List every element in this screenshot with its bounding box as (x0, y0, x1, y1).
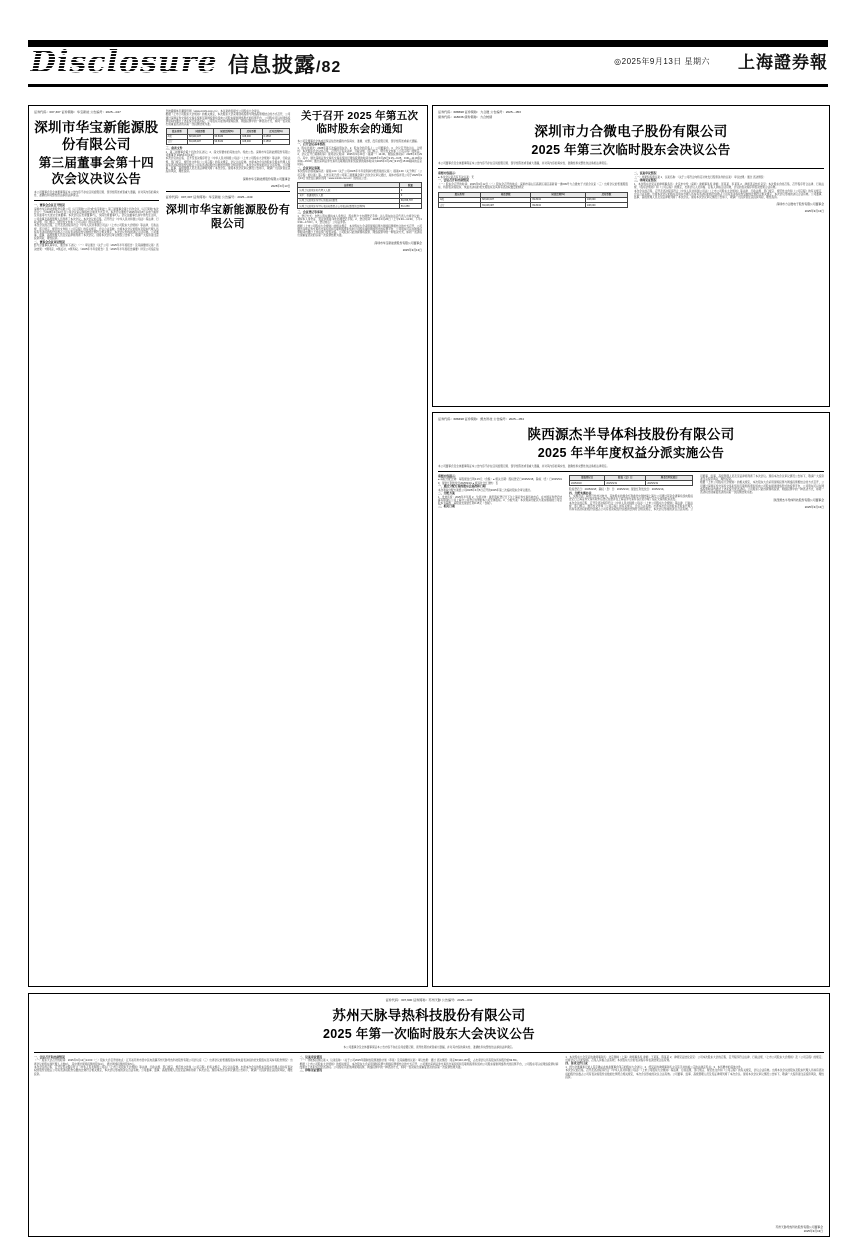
col-header: 反对票数 (585, 192, 627, 197)
attendance-table (297, 182, 422, 209)
section-body: （一）股东会召开的时间：2025年9月12日（二）股东会召开的地点：深圳市南山区高新区南区高新南一道009号力合微电子大厦会议室（三）出席会议的普通股股东、特别表决权股东、恢复表决权的优先股股东及其持有表决权数量的情况 (438, 182, 628, 190)
cell: 出席会议的股东所持有表决权数量占公司表决权数量的比例(%) (298, 203, 400, 208)
section-heading: 重要内容提示： (438, 171, 458, 176)
section-heading: 三、律师见证情况 (634, 178, 657, 183)
code-b: 债券代码：118036 债券简称：力合转债 (438, 114, 493, 119)
col-header: 同意票数 (188, 129, 213, 134)
cell: 69,048,487 (188, 139, 213, 144)
cell: 69,048,487 (481, 202, 531, 207)
col-header: 反对票数 (241, 129, 262, 134)
cell: 2025/9/18 (570, 481, 605, 486)
filler-paragraph: 根据《上市公司股东大会规则》的相关规定，本次股东大会采用现场投票与网络投票相结合的方式召开，公司通过深圳证券交易所交易系统和互联网投票系统向公司股东提供网络形式的投票平台，公司股东可以在网络投票时间内通过上述系统行使表决权。公司股东只能选择现场投票、网络投票中的一种表决方式，如同一表决权出现重复表决的以第一次投票结果为准。 (165, 113, 291, 127)
section-body: 股权登记日：2025/9/18；除权（息）日：2025/9/19；现金红利发放日：2025/9/19。 (569, 488, 666, 492)
section-heading: 二、董事会会议审议情况 (34, 239, 65, 244)
masthead-rule-bottom (28, 84, 828, 87)
article-footer (775, 1225, 823, 1233)
cell: A股 (166, 134, 187, 139)
cell: 99.8432 (531, 202, 586, 207)
article-date: 2025年9月13日 (803, 1229, 823, 1233)
col-header: 同意比例(%) (213, 129, 241, 134)
divider (166, 191, 291, 192)
cell: 出席会议的股东所持有的表决权数量 (298, 198, 400, 203)
cell: 出席会议的股东和代理人人数 (298, 188, 400, 193)
cell: A股 (439, 197, 481, 202)
article-block-liwei (432, 105, 830, 407)
col-header: 股东类型 (166, 129, 187, 134)
article-date: 2025年9月13日 (271, 183, 291, 188)
col-header: 出席项目 (298, 183, 400, 188)
section-body: 1、登记方式：自然人股东须持本人身份证、股东账户卡办理登记手续；法人股东由法定代表人出席会议的，须持本人身份证、营业执照复印件办理登记手续。2、登记时间：2025年9月26日（上午9:30—11:30，下午13:30—17:00）。3、登记地点：公司证券部。 (297, 214, 422, 225)
article-subtitle-5: 2025 年第一次临时股东大会决议公告 (323, 1026, 535, 1041)
cell: 69,156,787 (399, 198, 421, 203)
col-header: 同意票数 (481, 192, 531, 197)
col-header: 除权（息）日 (605, 475, 646, 480)
section-heading: 一、会议召开和出席情况 (34, 1054, 65, 1059)
cell: 9 (399, 188, 421, 193)
section-heading: 三、备查文件 (165, 146, 183, 151)
article-block-yuanjie (432, 412, 830, 987)
section-body: 1、第三届董事会第十四次会议决议；2、深交所要求的其他文件。特此公告。深圳市华宝新能源股份有限公司董事会 2025年9月13日 (165, 150, 291, 157)
filler-paragraph: 本次会议的召集、召开及表决程序符合《中华人民共和国公司法》《上市公司股东大会规则》等法律、行政法规、部门规章、规范性文件和《公司章程》的有关规定，会议合法有效。出席本次会议的股东及股东代理人所持有表决权的股份总数占公司有表决权股份总数的比例符合相关规定，本次会议形成的决议合法有效。公司董事、监事、高级管理人员及见证律师列席了本次会议。现将本次会议审议情况公告如下，敬请广大投资者注意投资风险，理性投资。 (569, 474, 824, 512)
cell: 99.8432 (213, 134, 241, 139)
section-body: 1、本次股东大会见证的律师事务所：北京国枫（上海）律师事务所 律师：王某某、陈某某 2、律师见证结论意见：公司本次股东大会的召集、召开程序符合法律、行政法规、《上市公司股东大会规则》及《公司章程》的规定；出席会议人员的资格、召集人资格合法有效；本次股东大会的表决程序和表决结果合法有效。 (565, 1055, 824, 1063)
cell: 99.8432 (213, 139, 241, 144)
article-notice-4: 本公司董事会及全体董事保证本公告内容不存在任何虚假记载、误导性陈述或者重大遗漏，并对其内容的真实性、准确性和完整性依法承担法律责任。 (438, 464, 610, 468)
article-signature: 苏州天脉导热科技股份有限公司董事会 (775, 1225, 823, 1229)
cell: 68,940,187 (188, 134, 213, 139)
page-title (228, 49, 341, 79)
article-subtitle-1: 第三届董事会第十四次会议决议公告 (38, 155, 154, 186)
article-subtitle-3: 2025 年第三次临时股东会决议公告 (531, 143, 731, 158)
page-title-text: 信息披露 (228, 54, 316, 77)
section-heading: 三、会议登记等事项 (297, 210, 323, 215)
masthead-logo: Disclosure (30, 45, 218, 80)
article-date: 2025年9月13日 (804, 504, 824, 509)
filler-paragraph: 本次会议的召集、召开及表决程序符合《中华人民共和国公司法》《上市公司股东大会规则》等法律、行政法规、部门规章、规范性文件和《公司章程》的有关规定，会议合法有效。出席本次会议的股东及股东代理人所持有表决权的股份总数占公司有表决权股份总数的比例符合相关规定，本次会议形成的决议合法有效。公司董事、监事、高级管理人员及见证律师列席了本次会议。现将本次会议审议情况公告如下，敬请广大投资者注意投资风险，理性投资。 (34, 224, 159, 241)
cell: 108,000 (241, 139, 262, 144)
cell: 108,000 (241, 134, 262, 139)
section-body: 深圳市华宝新能源股份有限公司（以下简称"公司"或"华宝新能"）第三届董事会第十四次会议（以下简称"本次会议"）于2025年9月12日在公司会议室以现场结合通讯方式召开。本次会议通知于2025年9月8日以电子邮件及书面等方式送达全体董事。本次会议应出席董事7人，实际出席董事7人。会议由董事长孙中伟先生主持，公司监事及高级管理人员列席了本次会议。本次会议的召集、召开符合《中华人民共和国公司法》等法律、行政法规、部门规章、规范性文件和《公司章程》的有关规定。 (34, 207, 159, 224)
article-title-2: 深圳市华宝新能源股份有限公司 (165, 204, 291, 231)
cell: 108,000 (585, 197, 627, 202)
table-row (298, 203, 422, 208)
filler-paragraph: 本次会议的召集、召开及表决程序符合《中华人民共和国公司法》《上市公司股东大会规则》等法律、行政法规、部门规章、规范性文件和《公司章程》的有关规定，会议合法有效。出席本次会议的股东及股东代理人所持有表决权的股份总数占公司有表决权股份总数的比例符合相关规定，本次会议形成的决议合法有效。公司董事、监事、高级管理人员及见证律师列席了本次会议。现将本次会议审议情况公告如下，敬请广大投资者注意投资风险，理性投资。 (34, 1066, 293, 1076)
section-body: ● 每股分配比例：每股现金红利0.15元（含税）● 相关日期：股权登记日2025/9/18，除权（息）日2025/9/19，现金红利发放日2025/9/19 ● 差异化分红送转：否 (438, 478, 562, 485)
filler-paragraph: 根据《上市公司股东大会规则》的相关规定，本次股东大会采用现场投票与网络投票相结合的方式召开，公司通过深圳证券交易所交易系统和互联网投票系统向公司股东提供网络形式的投票平台，公司股东可以在网络投票时间内通过上述系统行使表决权。公司股东只能选择现场投票、网络投票中的一种表决方式，如同一表决权出现重复表决的以第一次投票结果为准。 (297, 224, 422, 238)
article-date: 2025年9月13日 (804, 209, 824, 214)
table-row (570, 481, 693, 486)
section-heading: 一、通过分配方案的股东会届次和日期 (438, 484, 486, 489)
article-notice-2: 本公司及董事会全体成员保证信息披露的内容真实、准确、完整，没有虚假记载、误导性陈述或重大遗漏。 (297, 140, 420, 143)
col-header: 股权登记日 (570, 475, 605, 480)
divider (438, 168, 824, 169)
security-code-line: 证券代码：007,307 证券简称：华宝新能 公告编号：2025—047 (34, 110, 121, 114)
section-heading: 二、会议审议事项 (297, 165, 320, 170)
article-signature: 深圳市力合微电子股份有限公司董事会 (776, 202, 824, 207)
table-row (166, 139, 290, 144)
code-a: 证券代码：688698 证券简称：力合微 公告编号：2025—053 (438, 110, 521, 114)
col-header: 数量 (399, 183, 421, 188)
article-block-tianmai (28, 993, 830, 1237)
section-body: 1、经与会董事和记录人签字确认并加盖董事会印章的股东大会决议；2、经见证的律师事务所主任签字并加盖公章的法律意见书；3、本所要求的其他文件。 (565, 1066, 744, 1070)
filler-paragraph: 本次会议的召集、召开及表决程序符合《中华人民共和国公司法》《上市公司股东大会规则》等法律、行政法规、部门规章、规范性文件和《公司章程》的有关规定，会议合法有效。出席本次会议的股东及股东代理人所持有表决权的股份总数占公司有表决权股份总数的比例符合相关规定，本次会议形成的决议合法有效。公司董事、监事、高级管理人员及见证律师列席了本次会议。现将本次会议审议情况公告如下，敬请广大投资者注意投资风险，理性投资。 (165, 157, 291, 174)
section-body: （一）股东大会召开的时间：2025年9月12日14:00（二）股东大会召开的地点：江苏省苏州市吴中区甪直镇苏州天脉导热科技股份有限公司会议室（三）出席会议的普通股股东和恢复表决权的优先股股东及其持有股份情况：出席会议的股东和代理人人数9人，其中通过现场投票的股东4人，通过网络投票的股东5人。 (34, 1059, 293, 1066)
article-subtitle-2: 关于召开 2025 年第五次临时股东会的通知 (300, 110, 419, 135)
col-header: 同意比例(%) (531, 192, 586, 197)
section-heading: 三、相关日期 (438, 504, 455, 509)
section-heading: 一、召开会议基本情况 (297, 142, 326, 147)
section-heading: 二、议案审议情况 (299, 1054, 323, 1059)
security-code-line: 证券代码：007,307 证券简称：华宝新能 公告编号：2025—049 (165, 194, 253, 199)
cell: 其中：普通股股东人数 (298, 193, 400, 198)
section-heading: 三、律师见证情况 (299, 1068, 323, 1073)
cell: 9 (399, 193, 421, 198)
divider (438, 471, 824, 472)
masthead (28, 40, 828, 90)
section-body: 经与会董事认真审议，通过如下决议：（一）审议通过《关于公司〈2025年半年度报告〉及其摘要的议案》表决结果：7票同意，0票反对，0票弃权。《2025年半年度报告》及《2025年半年度报告摘要》详见公司指定信息披露媒体巨潮资讯网（www.cninfo.com.cn）。本议案尚需提交公司股东大会审议。 (34, 110, 262, 251)
cell: 2025/9/19 (646, 481, 693, 486)
filler-paragraph: 本次会议的召集、召开及表决程序符合《中华人民共和国公司法》《上市公司股东大会规则》等法律、行政法规、部门规章、规范性文件和《公司章程》的有关规定，会议合法有效。出席本次会议的股东及股东代理人所持有表决权的股份总数占公司有表决权股份总数的比例符合相关规定，本次会议形成的决议合法有效。公司董事、监事、高级管理人员及见证律师列席了本次会议。现将本次会议审议情况公告如下，敬请广大投资者注意投资风险，理性投资。 (565, 1069, 824, 1079)
article-notice-5: 本公司董事会及全体董事保证本公告内容不存在任何虚假记载、误导性陈述或者重大遗漏，并对其内容的真实性、准确性和完整性依法承担法律责任。 (343, 1045, 515, 1049)
section-body: 1、发放年度：2025年半年度 2、分派对象：截至股权登记日下午上海证券交易所收市后，在中国证券登记结算有限责任公司上海分公司登记在册的本公司全体股东。3、分配方案：本次利润分配以方案实施前的公司总股本为基数，每股派发现金红利0.15元（含税）。 (438, 495, 562, 506)
issue-date: ◎2025年9月13日 星期六 (614, 57, 710, 66)
section-heading: 重要内容提示： (438, 473, 458, 478)
security-code-line: 证券代码：307,600 证券简称：苏州天脉 公告编号：2025—032 (385, 998, 473, 1002)
section-body: 1、实施办法：除自行发放对象外，其他股东的现金红利委托中国结算上海分公司通过其资金清算系统向股权登记日上海证券交易所收市后登记在册并在上海证券交易所各会员办理了指定交易的股东派发。 (569, 495, 693, 502)
article-title-5: 苏州天脉导热科技股份有限公司 (332, 1007, 526, 1023)
section-body: （一）非累积投票议案 1、议案名称：《关于公司符合向特定对象发行股票条件的议案》 审议结果：通过 表决情况： (634, 176, 766, 180)
article-signature: 深圳市华宝新能源股份有限公司董事会 (242, 176, 291, 181)
section-body: 本次利润分配方案经公司2025年9月5日召开的2025年第二次临时股东会审议通过。 (438, 488, 533, 492)
cell: 0.1563 (262, 139, 290, 144)
dividend-date-table (569, 475, 693, 486)
vote-result-table (438, 192, 628, 209)
filler-paragraph: 根据《上市公司股东大会规则》的相关规定，本次股东大会采用现场投票与网络投票相结合的方式召开，公司通过深圳证券交易所交易系统和互联网投票系统向公司股东提供网络形式的投票平台，公司股东可以在网络投票时间内通过上述系统行使表决权。公司股东只能选择现场投票、网络投票中的一种表决方式，如同一表决权出现重复表决的以第一次投票结果为准。 (700, 481, 824, 495)
section-heading: 一、会议召开和出席情况 (438, 178, 469, 183)
section-body: 1、本次股东会见证的律师事务所：北京市中伦（深圳）律师事务所 律师：张某某、李某某 2、律师见证结论意见：本次股东会的召集、召开程序符合法律、行政法规、《股东会规则》和《公司章程》的规定，出席会议人员资格、召集人资格合法有效，会议的表决程序和表决结果合法有效。 (634, 182, 824, 190)
cell: 68,940,187 (481, 197, 531, 202)
paper-name: 上海證券報 (738, 53, 828, 73)
col-header: 现金红利发放日 (646, 475, 693, 480)
cell: 0.1563 (262, 134, 290, 139)
article-block-left (28, 105, 428, 987)
page-number: /82 (316, 59, 342, 76)
section-heading: 二、议案审议情况 (634, 171, 657, 176)
section-body: （一）非累积投票议案 1、议案名称：《关于公司2025年限制性股票激励计划（草案）及其摘要的议案》审议结果：通过 表决情况：同意68,940,187股，占出席会议所有股东所持股份的99.8%。 (299, 1059, 520, 1063)
divider (34, 1052, 824, 1053)
cell: 99.8432 (531, 197, 586, 202)
section-heading: 二、分配方案 (438, 490, 455, 495)
filler-paragraph: 根据《上市公司股东大会规则》的相关规定，本次股东大会采用现场投票与网络投票相结合的方式召开，公司通过深圳证券交易所交易系统和互联网投票系统向公司股东提供网络形式的投票平台，公司股东可以在网络投票时间内通过上述系统行使表决权。公司股东只能选择现场投票、网络投票中的一种表决方式，如同一表决权出现重复表决的以第一次投票结果为准。 (299, 1062, 559, 1070)
article-date: 2025年9月13日 (402, 247, 422, 252)
cell: 56.1358 (399, 203, 421, 208)
bond-code-line (438, 115, 824, 120)
section-body: 1、股东会届次：2025年第五次临时股东会。2、股东会的召集人：公司董事会。3、会议召开的合法、合规性：本次股东会会议的召集、召开符合有关法律、行政法规、部门规章、规范性文件和《公司章程》的规定。4、会议召开日期和时间：现场会议时间：2025年9月29日（星期一）14:30。网络投票时间：2025年9月29日。其中，通过深圳证券交易所交易系统进行网络投票的时间为2025年9月29日9:15—9:25、9:30—11:30和13:00—15:00；通过深圳证券交易所互联网投票系统投票的具体时间为2025年9月29日9:15至15:00期间的任意时间。 (297, 146, 422, 167)
filler-paragraph: 本次会议的召集、召开及表决程序符合《中华人民共和国公司法》《上市公司股东大会规则》等法律、行政法规、部门规章、规范性文件和《公司章程》的有关规定，会议合法有效。出席本次会议的股东及股东代理人所持有表决权的股份总数占公司有表决权股份总数的比例符合相关规定，本次会议形成的决议合法有效。公司董事、监事、高级管理人员及见证律师列席了本次会议。现将本次会议审议情况公告如下，敬请广大投资者注意投资风险，理性投资。 (634, 189, 824, 200)
col-header: 股东类型 (439, 192, 481, 197)
cell: 2025/9/19 (605, 481, 646, 486)
table-row (439, 202, 628, 207)
article-title-3: 深圳市力合微电子股份有限公司 (534, 124, 728, 140)
article-title-4: 陕西源杰半导体科技股份有限公司 (527, 426, 735, 442)
section-body: 本次股东会提案编码表：提案1.00《关于公司2025年半年度利润分配预案的议案》；提案2.00《关于修订〈公司章程〉的议案》等。上述议案已经公司第三届董事会第十四次会议审议通过，具体内容详见公司于2025年9月13日刊登在巨潮资讯网（www.cninfo.com.cn）的相关公告。 (297, 170, 422, 180)
article-signature: 深圳市华宝新能源股份有限公司董事会 (374, 240, 422, 245)
cell: 合计 (166, 139, 187, 144)
article-subtitle-4: 2025 年半年度权益分派实施公告 (537, 445, 725, 460)
divider (34, 200, 159, 201)
vote-result-table (166, 128, 291, 145)
article-notice-3: 本公司董事会及全体董事保证本公告内容不存在任何虚假记载、误导性陈述或者重大遗漏，并对其内容的真实性、准确性和完整性依法承担法律责任。 (438, 162, 610, 166)
section-body: ● 本次会议是否有否决议案：无 (438, 176, 475, 180)
section-heading: 一、董事会会议召开情况 (34, 203, 65, 208)
cell: 108,000 (585, 202, 627, 207)
article-signature: 陕西源杰半导体科技股份有限公司董事会 (773, 497, 824, 502)
cell: 合计 (439, 202, 481, 207)
security-code-line: 证券代码：688498 证券简称：源杰科技 公告编号：2025—054 (438, 417, 524, 421)
section-heading: 四、备查文件目录 (565, 1061, 588, 1066)
article-title-1: 深圳市华宝新能源股份有限公司 (34, 119, 159, 152)
col-header: 反对比例(%) (262, 129, 290, 134)
article-notice-1: 本公司董事会及全体董事保证本公告内容不存在任何虚假记载、误导性陈述或者重大遗漏，并对其内容的真实性、准确性和完整性依法承担法律责任。 (34, 190, 159, 197)
section-heading: 四、分配实施办法 (569, 490, 592, 495)
